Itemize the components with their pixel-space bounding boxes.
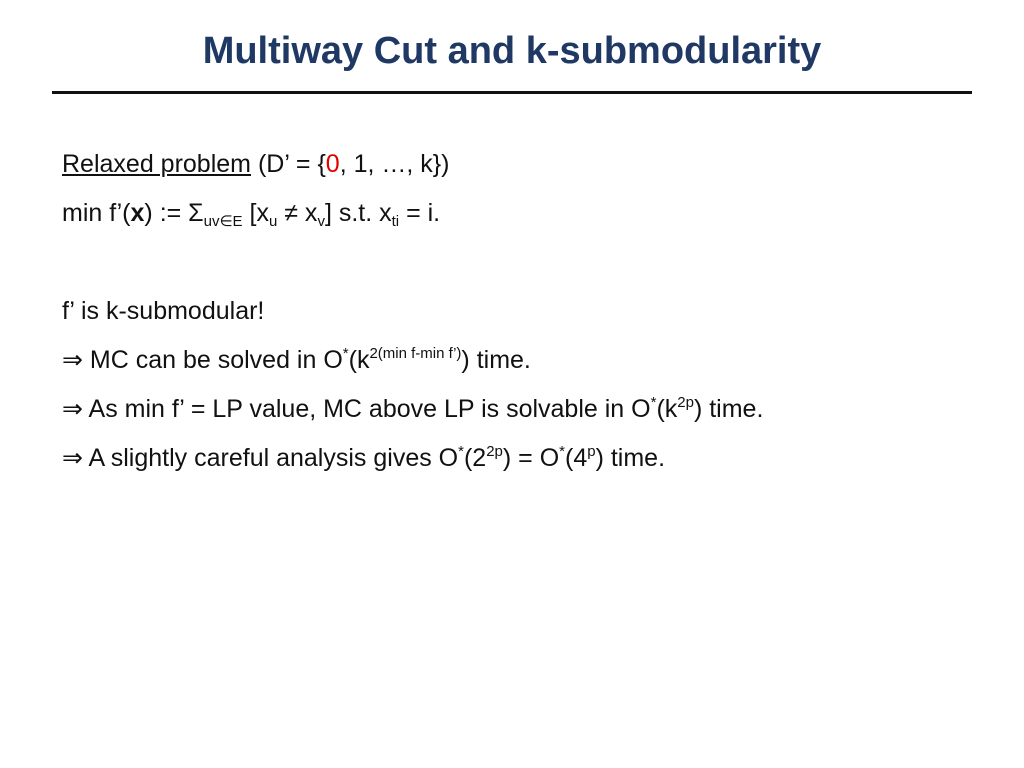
superscript: *: [458, 443, 464, 460]
slide-body: [62, 140, 982, 483]
text-part: ) time.: [595, 444, 666, 472]
superscript: 2(min f-min f’): [369, 345, 462, 362]
formula-subscript: uv∈E: [203, 213, 243, 230]
text-part: (2: [463, 444, 487, 472]
text-part: ) = O: [502, 444, 560, 472]
text-part: ) time.: [461, 346, 531, 374]
superscript: *: [342, 345, 349, 362]
spacer: [62, 238, 982, 287]
title-divider: [52, 91, 972, 94]
line-relaxed-problem: [62, 140, 982, 189]
formula-part: = i.: [399, 199, 441, 227]
text-part: (k: [348, 346, 370, 374]
domain-prefix: (D’ = {: [251, 150, 326, 178]
formula-subscript: ti: [391, 213, 400, 230]
slide-title: Multiway Cut and k-submodularity: [202, 30, 822, 72]
text-part: (4: [565, 444, 588, 472]
line-lp-value: [62, 385, 982, 434]
superscript: 2p: [486, 443, 503, 460]
formula-part: ) := Σ: [144, 199, 204, 227]
domain-zero: 0: [325, 150, 340, 178]
formula-part: ≠ x: [277, 199, 318, 227]
formula-subscript: v: [317, 213, 325, 230]
formula-part: [x: [242, 199, 269, 227]
line-careful-analysis: [62, 434, 982, 483]
text-part: ) time.: [693, 395, 764, 423]
formula-bold-x: x: [130, 199, 145, 227]
superscript: 2p: [677, 394, 694, 411]
text-part: (k: [656, 395, 678, 423]
domain-suffix: , 1, …, k}): [339, 150, 450, 178]
formula-subscript: u: [268, 213, 278, 230]
text-part: ⇒ A slightly careful analysis gives O: [62, 444, 459, 472]
line-mc-solved: [62, 336, 982, 385]
text-part: ⇒ As min f’ = LP value, MC above LP is solvable in O: [62, 395, 651, 423]
superscript: *: [650, 394, 657, 411]
formula-part: ] s.t. x: [324, 199, 392, 227]
text-part: ⇒ MC can be solved in O: [62, 346, 343, 374]
line-min-formula: [62, 189, 982, 238]
line-k-submodular: f’ is k-submodular!: [62, 297, 265, 325]
relaxed-problem-label: Relaxed problem: [62, 150, 251, 178]
superscript: *: [559, 443, 565, 460]
formula-part: min f’(: [62, 199, 131, 227]
superscript: p: [587, 443, 596, 460]
